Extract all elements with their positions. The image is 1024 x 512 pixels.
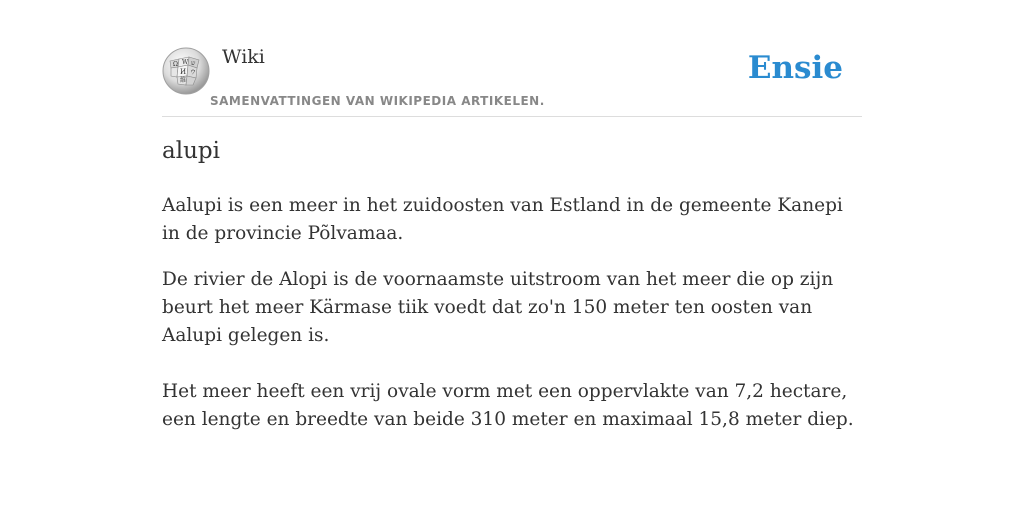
article-paragraph: Aalupi is een meer in het zuidoosten van Estland in de gemeente Kanepi in de provincie Põlvamaa. [162,195,843,244]
brand-logo-link[interactable]: Ensie [747,50,843,86]
article-paragraph: Het meer heeft een vrij ovale vorm met een oppervlakte van 7,2 hectare, een lengte en breedte van beide 310 meter en maximaal 15,8 meter diep. [162,381,854,430]
svg-text:Ω: Ω [173,61,178,68]
svg-text:И: И [180,68,187,76]
svg-text:W: W [182,59,189,66]
site-name-link[interactable]: Wiki [222,46,265,68]
article-body [162,192,862,434]
svg-text:ש: ש [191,60,196,67]
article-title: alupi [162,138,220,164]
wikipedia-globe-icon[interactable] [162,47,210,95]
svg-text:維: 維 [180,77,187,84]
site-header [162,44,862,117]
site-tagline: SAMENVATTINGEN VAN WIKIPEDIA ARTIKELEN. [210,94,545,108]
svg-text:ウ: ウ [190,69,197,76]
article-paragraph: De rivier de Alopi is de voornaamste uitstroom van het meer die op zijn beurt het meer Kärmase tiik voedt dat zo'n 150 meter ten oosten van Aalupi gelegen is. [162,269,834,346]
